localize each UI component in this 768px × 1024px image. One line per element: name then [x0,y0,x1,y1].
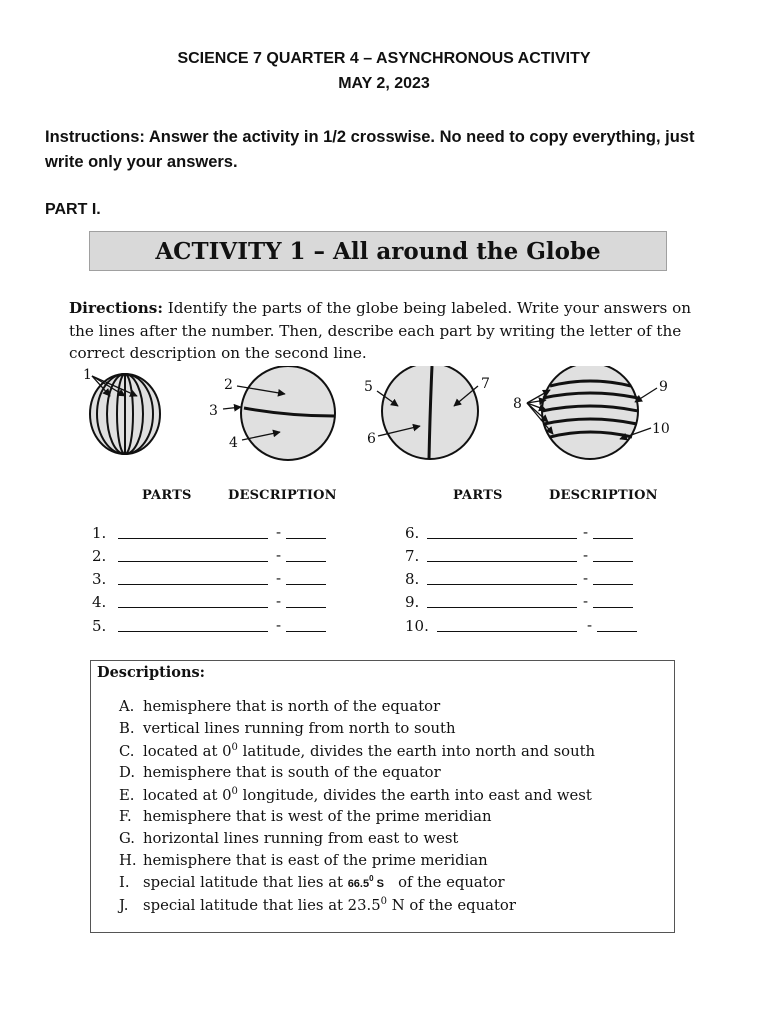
answer-row [405,591,645,613]
description-item [119,698,440,715]
description-item [119,742,595,760]
globe-diagrams [80,366,700,466]
part-answer-line[interactable] [118,538,268,539]
globe-label-3: 3 [209,403,218,419]
dash: - [587,616,593,634]
globe-label-9: 9 [659,379,668,395]
descriptions-title: Descriptions: [97,664,206,681]
answer-row [405,568,645,590]
item-number: 6. [405,524,420,542]
worksheet-date: MAY 2, 2023 [338,75,430,92]
item-number: 10. [405,617,429,635]
answer-row [92,545,332,567]
description-item [119,830,458,847]
dash: - [583,569,589,587]
globe-label-10: 10 [652,421,670,437]
item-number: 1. [92,524,107,542]
description-letter: F. [119,808,132,825]
description-answer-line[interactable] [597,631,637,632]
description-text: horizontal lines running from east to west [143,830,459,847]
description-answer-line[interactable] [286,607,326,608]
item-number: 8. [405,570,420,588]
description-letter: E. [119,786,135,804]
globe-label-2: 2 [224,377,233,393]
description-item [119,852,488,869]
description-text: hemisphere that is north of the equator [143,698,441,715]
description-letter: H. [119,852,137,869]
globe-parallels [513,366,670,459]
globe-meridians [83,367,160,454]
description-answer-line[interactable] [286,631,326,632]
item-number: 2. [92,547,107,565]
description-text: hemisphere that is east of the prime meridian [143,852,488,869]
dash: - [276,616,282,634]
item-number: 9. [405,593,420,611]
dash: - [276,546,282,564]
answer-row [92,568,332,590]
part-answer-line[interactable] [118,561,268,562]
globe-equator [209,366,335,460]
parts-header-right: PARTS [453,488,503,503]
answer-row [92,522,332,544]
part-answer-line[interactable] [437,631,577,632]
description-text: hemisphere that is south of the equator [143,764,441,781]
description-answer-line[interactable] [286,561,326,562]
part-answer-line[interactable] [427,584,577,585]
description-answer-line[interactable] [593,584,633,585]
item-number: 7. [405,547,420,565]
description-letter: J. [119,896,129,914]
description-text: located at 0 [143,786,232,804]
part-answer-line[interactable] [427,607,577,608]
description-letter: I. [119,874,130,891]
directions-label: Directions: [69,299,163,317]
degree-superscript: 0 [231,742,238,753]
description-text: of the equator [383,874,505,891]
description-item [119,720,456,737]
dash: - [583,546,589,564]
description-answer-line[interactable] [593,561,633,562]
description-letter: D. [119,764,136,781]
item-number: 4. [92,593,107,611]
description-answer-line[interactable] [593,607,633,608]
directions [69,297,709,365]
degree-superscript: 0 [231,786,238,797]
degree-superscript: 0 [369,874,374,884]
description-answer-line[interactable] [593,538,633,539]
dash: - [276,569,282,587]
description-text: N of the equator [387,896,516,914]
description-letter: A. [119,698,135,715]
activity-banner: ACTIVITY 1 – All around the Globe [89,231,667,271]
instructions: Instructions: Answer the activity in 1/2 crosswise. No need to copy everything, just write only your answers. [45,128,695,171]
description-text: vertical lines running from north to south [143,720,456,737]
latitude-unit: S [373,878,384,890]
parts-header-left: PARTS [142,488,192,503]
globe-label-6: 6 [367,431,376,447]
answer-row [92,615,332,637]
directions-text: Identify the parts of the globe being labeled. Write your answers on the lines after the number. Then, describe each part by writing the letter of the correct description on the second line. [69,299,692,362]
descriptions-box [90,660,675,933]
dash: - [583,592,589,610]
degree-superscript: 0 [380,896,387,907]
description-item [119,786,592,804]
globe-label-5: 5 [364,379,373,395]
description-text: special latitude that lies at [143,874,348,891]
dash: - [276,592,282,610]
dash: - [583,523,589,541]
part-answer-line[interactable] [118,631,268,632]
description-header-left: DESCRIPTION [228,488,337,503]
part-label: PART I. [45,201,101,218]
part-answer-line[interactable] [118,584,268,585]
description-header-right: DESCRIPTION [549,488,658,503]
globe-label-7: 7 [481,376,490,392]
description-answer-line[interactable] [286,538,326,539]
description-item [119,764,441,781]
part-answer-line[interactable] [427,561,577,562]
dash: - [276,523,282,541]
description-answer-line[interactable] [286,584,326,585]
globe-label-1: 1 [83,367,92,383]
description-text: hemisphere that is west of the prime meridian [143,808,492,825]
answer-row [405,545,645,567]
answer-row [92,591,332,613]
description-item [119,896,516,914]
globe-prime-meridian [364,366,490,459]
latitude-value: 66.5 [347,878,370,890]
description-text: latitude, divides the earth into north and south [237,742,596,760]
item-number: 5. [92,617,107,635]
description-text: located at 0 [143,742,232,760]
description-letter: B. [119,720,135,737]
item-number: 3. [92,570,107,588]
description-text: special latitude that lies at 23.5 [143,896,381,914]
part-answer-line[interactable] [118,607,268,608]
answer-row [405,522,645,544]
description-text: longitude, divides the earth into east and west [237,786,592,804]
description-letter: C. [119,742,135,760]
description-letter: G. [119,830,135,847]
worksheet-title: SCIENCE 7 QUARTER 4 – ASYNCHRONOUS ACTIVITY [177,50,591,67]
description-item [119,808,492,825]
globe-label-8: 8 [513,396,522,412]
answer-row [405,615,645,637]
part-answer-line[interactable] [427,538,577,539]
globe-label-4: 4 [229,435,238,451]
description-item [119,874,505,891]
